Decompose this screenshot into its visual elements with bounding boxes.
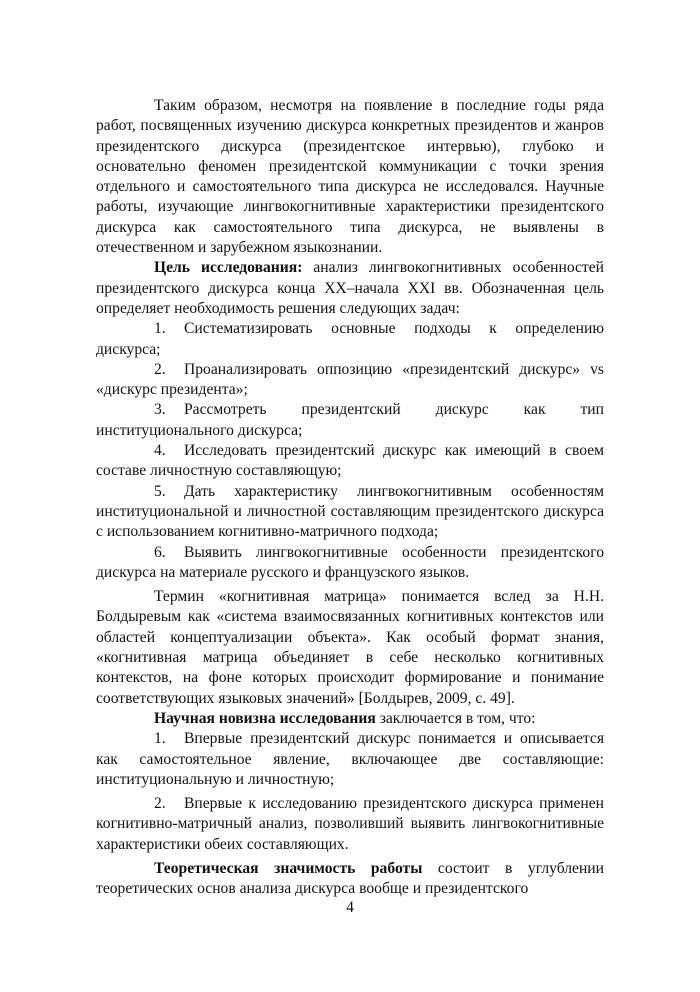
paragraph-cognitive-matrix: Термин «когнитивная матрица» понимается вслед за Н.Н. Болдыревым как «система взаимосвязанных когнитивных контекстов или областей концептуализации объекта». Как особый формат знания, «когнитивная матрица объединяет в себе несколько когнитивных контекстов, на фоне которых происходит формирование и понимание соответствующих языковых значений» [Болдырев, 2009, с. 49]. <box>96 588 604 707</box>
task-number: 6. <box>154 543 166 561</box>
task-item <box>96 543 604 584</box>
task-text: Рассмотреть президентский дискурс как тип институционального дискурса; <box>96 401 604 439</box>
novelty-label: Научная новизна исследования <box>154 709 376 727</box>
task-text: Проанализировать оппозицию «президентский дискурс» vs «дискурс президента»; <box>96 360 604 399</box>
task-text: Исследовать президентский дискурс как имеющий в своем составе личностную составляющую; <box>96 442 604 480</box>
novelty-number: 1. <box>154 730 166 748</box>
task-item <box>96 319 604 360</box>
paragraph-theoretical-significance <box>96 859 604 900</box>
page-number: 4 <box>346 899 354 916</box>
task-number: 1. <box>154 320 166 338</box>
novelty-number: 2. <box>154 795 166 813</box>
novelty-item <box>96 794 604 855</box>
task-item <box>96 400 604 441</box>
novelty-item-text: Впервые к исследованию президентского дискурса применен когнитивно-матричный анализ, позволивший выявить лингвокогнитивные характеристики обеих составляющих. <box>96 795 604 853</box>
task-text: Выявить лингвокогнитивные особенности президентского дискурса на материале русского и французского языков. <box>96 543 604 581</box>
task-item <box>96 360 604 401</box>
paragraph-summary: Таким образом, несмотря на появление в последние годы ряда работ, посвященных изучению дискурса конкретных президентов и жанров президентского дискурса (президентское интервью), глубоко и основательно феномен президентской коммуникации с точки зрения отдельного и самостоятельного типа дискурса не исследовался. Научные работы, изучающие лингвокогнитивные характеристики президентского дискурса как самостоятельного типа дискурса, не выявлены в отечественном и зарубежном языкознании. <box>96 97 604 257</box>
task-number: 4. <box>154 442 166 460</box>
task-text: Систематизировать основные подходы к определению дискурса; <box>96 320 604 358</box>
paragraph-goal <box>96 258 604 319</box>
body-text <box>96 96 604 900</box>
theory-label: Теоретическая значимость работы <box>154 859 423 877</box>
task-text: Дать характеристику лингвокогнитивным особенностям институциональной и личностной составляющим президентского дискурса с использованием когнитивно-матричного подхода; <box>96 482 604 541</box>
task-item <box>96 441 604 482</box>
novelty-item <box>96 729 604 790</box>
task-number: 2. <box>154 360 166 378</box>
goal-text: анализ лингвокогнитивных особенностей президентского дискурса конца XX–начала XXI вв. Обозначенная цель определяет необходимость решения следующих задач: <box>96 259 605 317</box>
paragraph-novelty <box>96 709 604 729</box>
theory-text: состоит в углублении теоретических основ анализа дискурса вообще и президентского <box>96 859 604 898</box>
task-number: 3. <box>154 401 166 419</box>
task-number: 5. <box>154 482 166 500</box>
goal-label: Цель исследования: <box>154 259 303 277</box>
task-item <box>96 482 604 543</box>
novelty-text: заключается в том, что: <box>375 709 536 727</box>
novelty-item-text: Впервые президентский дискурс понимается и описывается как самостоятельное явление, включающее две составляющие: институциональную и личностную; <box>96 730 604 788</box>
